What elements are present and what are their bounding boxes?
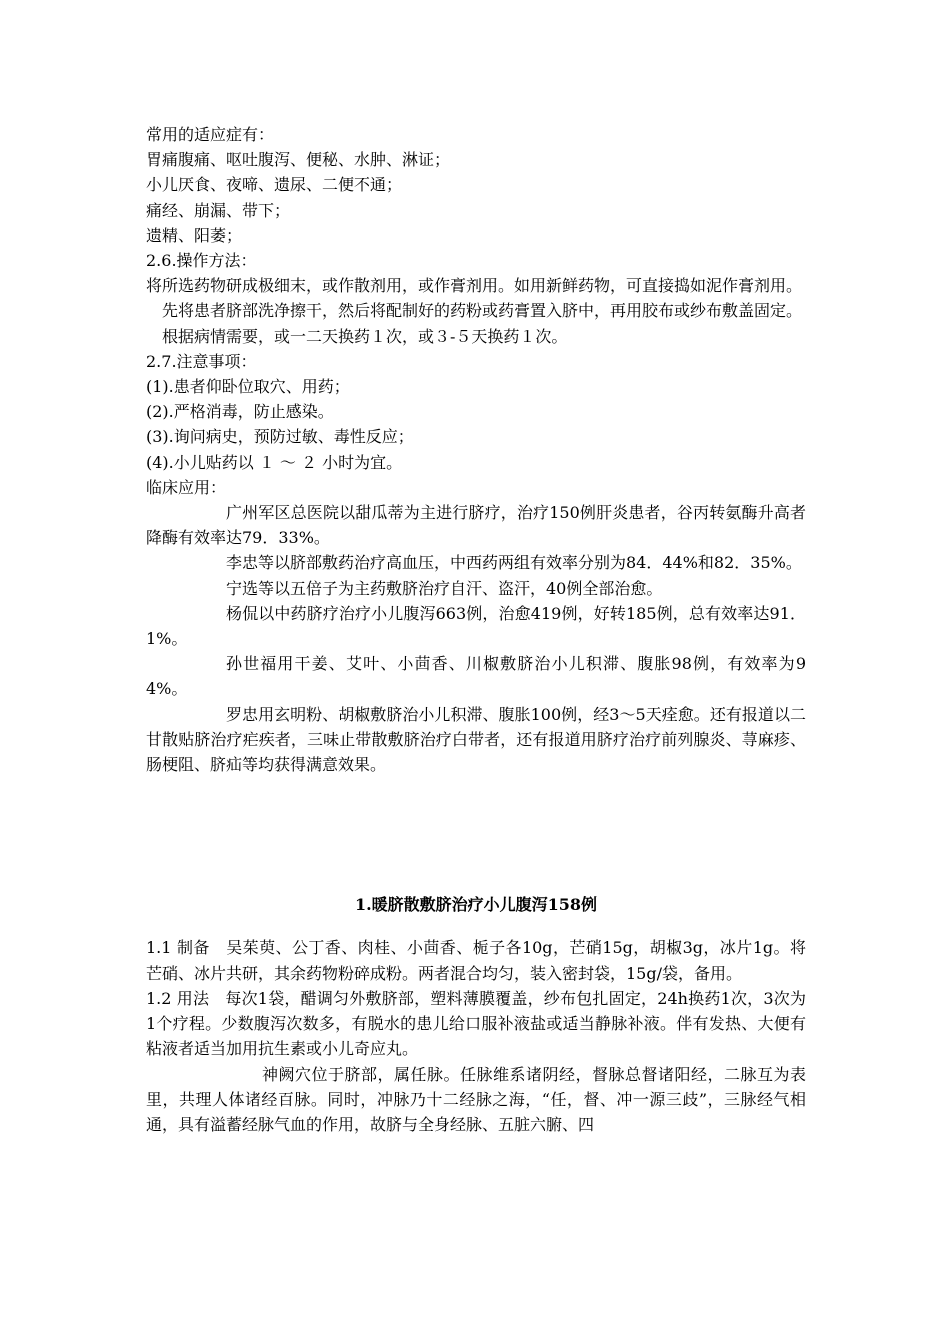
note-item: (2).严格消毒，防止感染。 xyxy=(146,402,334,422)
article-usage-paragraph: 1.2 用法 每次1袋，醋调匀外敷脐部，塑料薄膜覆盖，纱布包扎固定，24h换药1次，3次为1个疗程。少数腹泻次数多，有脱水的患儿给口服补液盐或适当静脉补液。伴有发热、大便有粘液者适当加用抗生素或小儿奇应丸。 xyxy=(146,988,806,1059)
note-item: (4).小儿贴药以 １ ～ ２ 小时为宜。 xyxy=(146,452,403,472)
notes-title: 2.7.注意事项： xyxy=(146,351,257,371)
indication-item: 痛经、崩漏、带下； xyxy=(146,200,291,220)
note-item: (1).患者仰卧位取穴、用药； xyxy=(146,377,350,397)
clinical-paragraph: 李忠等以脐部敷药治疗高血压，中西药两组有效率分别为84．44%和82．35%。 xyxy=(226,553,802,573)
article-theory-paragraph: 神阙穴位于脐部，属任脉。任脉维系诸阴经，督脉总督诸阳经，二脉互为表里，共理人体诸经百脉。同时，冲脉乃十二经脉之海，“任，督、冲一源三歧”，三脉经气相通，具有溢蓄经脉气血的作用，故脐与全身经脉、五脏六腑、四 xyxy=(146,1064,806,1134)
section-spacer xyxy=(146,777,806,892)
operation-paragraph: 根据病情需要，或一二天换药１次，或３-５天换药１次。 xyxy=(162,326,568,346)
clinical-paragraph: 杨侃以中药脐疗治疗小儿腹泻663例，治愈419例，好转185例，总有效率达91．1%。 xyxy=(146,603,806,649)
operation-paragraph: 将所选药物研成极细末，或作散剂用，或作膏剂用。如用新鲜药物，可直接捣如泥作膏剂用。 xyxy=(146,276,803,296)
indication-item: 小儿厌食、夜啼、遗尿、二便不通； xyxy=(146,175,403,195)
document-page xyxy=(146,122,806,1137)
clinical-paragraph: 广州军区总医院以甜瓜蒂为主进行脐疗，治疗150例肝炎患者，谷丙转氨酶升高者降酶有效率达79．33%。 xyxy=(146,503,806,548)
indications-intro: 常用的适应症有： xyxy=(146,125,275,144)
indication-item: 遗精、阳萎； xyxy=(146,225,243,245)
clinical-paragraph: 孙世福用干姜、艾叶、小茴香、川椒敷脐治小儿积滞、腹胀98例，有效率为94%。 xyxy=(146,654,806,699)
article-prep-paragraph: 1.1 制备 吴茱萸、公丁香、肉桂、小茴香、栀子各10g，芒硝15g，胡椒3g，冰片1g。将芒硝、冰片共研，其余药物粉碎成粉。两者混合均匀，装入密封袋，15g/袋，备用。 xyxy=(146,938,806,983)
clinical-title: 临床应用： xyxy=(146,477,227,497)
note-item: (3).询问病史，预防过敏、毒性反应； xyxy=(146,427,414,447)
clinical-paragraph: 罗忠用玄明粉、胡椒敷脐治小儿积滞、腹胀100例，经3～5天痊愈。还有报道以二甘散贴脐治疗疟疾者，三味止带散敷脐治疗白带者，还有报道用脐疗治疗前列腺炎、荨麻疹、肠梗阻、脐疝等均获得满意效果。 xyxy=(146,704,806,775)
operation-title: 2.6.操作方法： xyxy=(146,251,257,271)
clinical-paragraph: 宁选等以五倍子为主药敷脐治疗自汗、盗汗，40例全部治愈。 xyxy=(226,578,663,598)
indication-item: 胃痛腹痛、呕吐腹泻、便秘、水肿、淋证； xyxy=(146,150,451,170)
operation-paragraph: 先将患者脐部洗净擦干，然后将配制好的药粉或药膏置入脐中，再用胶布或纱布敷盖固定。 xyxy=(162,301,803,321)
article-heading: 1.暖脐散敷脐治疗小儿腹泻158例 xyxy=(354,895,598,915)
